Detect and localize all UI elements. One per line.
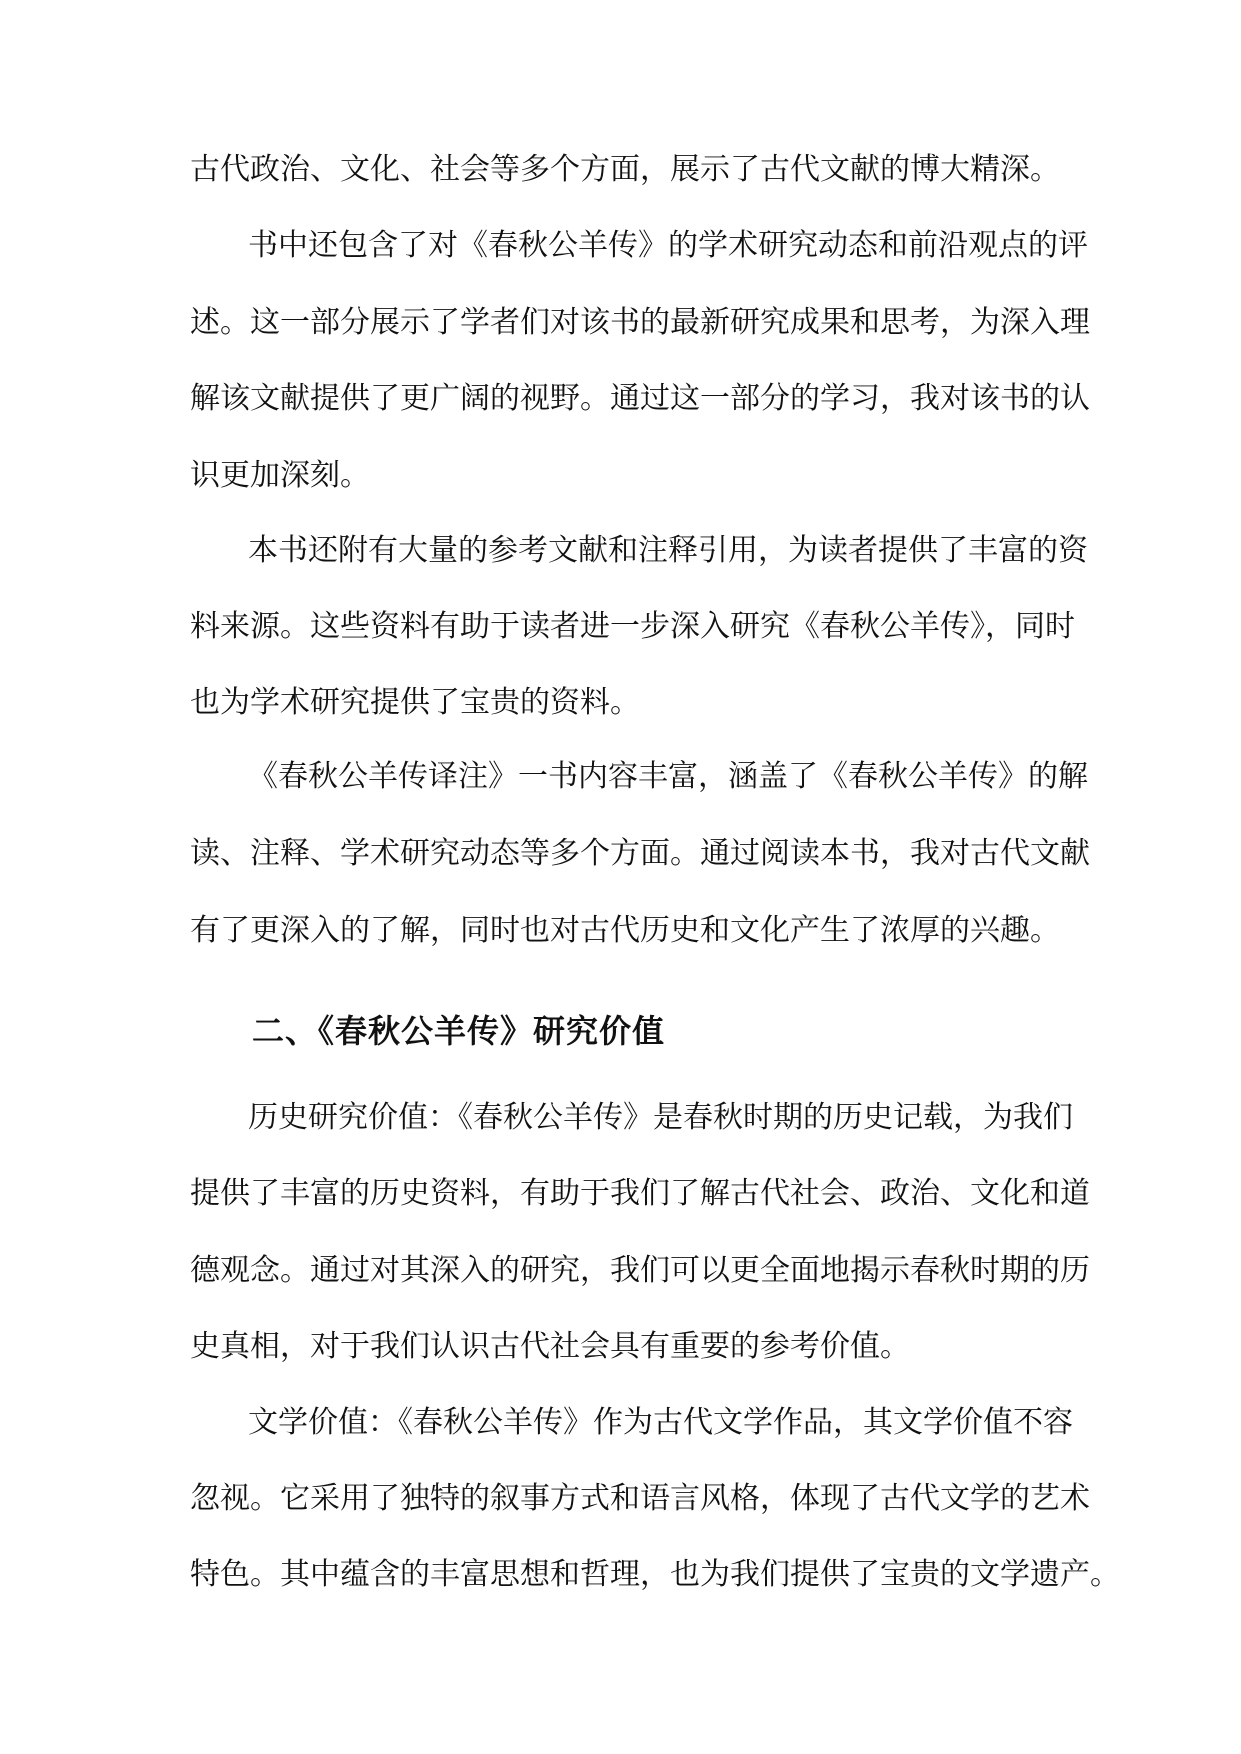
section-heading: 二、《春秋公羊传》研究价值 (252, 1012, 666, 1050)
paragraph-line: 提供了丰富的历史资料，有助于我们了解古代社会、政治、文化和道 (190, 1176, 1090, 1211)
paragraph-line: 解该文献提供了更广阔的视野。通过这一部分的学习，我对该书的认 (190, 381, 1090, 416)
paragraph-line: 也为学术研究提供了宝贵的资料。 (190, 685, 640, 720)
paragraph-line: 识更加深刻。 (190, 458, 370, 493)
paragraph-line: 文学价值：《春秋公羊传》作为古代文学作品，其文学价值不容 (248, 1405, 1073, 1440)
paragraph-line: 特色。其中蕴含的丰富思想和哲理，也为我们提供了宝贵的文学遗产。 (190, 1557, 1120, 1592)
paragraph-line: 述。这一部分展示了学者们对该书的最新研究成果和思考，为深入理 (190, 305, 1090, 340)
paragraph-line: 德观念。通过对其深入的研究，我们可以更全面地揭示春秋时期的历 (190, 1253, 1090, 1288)
paragraph-line: 读、注释、学术研究动态等多个方面。通过阅读本书，我对古代文献 (190, 836, 1090, 871)
paragraph-line: 有了更深入的了解，同时也对古代历史和文化产生了浓厚的兴趣。 (190, 913, 1060, 948)
paragraph-line: 史真相，对于我们认识古代社会具有重要的参考价值。 (190, 1329, 910, 1364)
paragraph-line: 本书还附有大量的参考文献和注释引用，为读者提供了丰富的资 (248, 533, 1088, 568)
paragraph-line: 料来源。这些资料有助于读者进一步深入研究《春秋公羊传》，同时 (190, 609, 1075, 644)
paragraph-line: 书中还包含了对《春秋公羊传》的学术研究动态和前沿观点的评 (248, 228, 1088, 263)
paragraph-line: 历史研究价值：《春秋公羊传》是春秋时期的历史记载，为我们 (248, 1100, 1073, 1135)
paragraph-line: 古代政治、文化、社会等多个方面，展示了古代文献的博大精深。 (190, 152, 1060, 187)
paragraph-line: 忽视。它采用了独特的叙事方式和语言风格，体现了古代文学的艺术 (190, 1481, 1090, 1516)
paragraph-line: 《春秋公羊传译注》一书内容丰富，涵盖了《春秋公羊传》的解 (248, 759, 1088, 794)
